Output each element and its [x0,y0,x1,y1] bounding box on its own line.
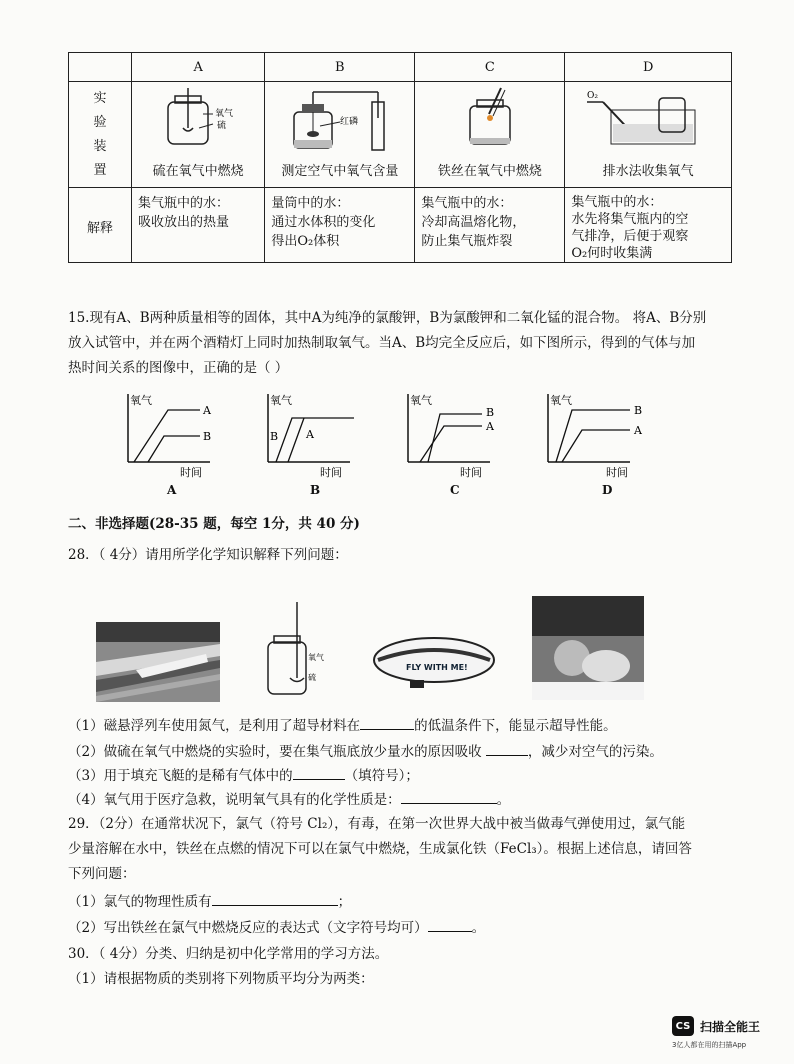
svg-text:FLY WITH ME!: FLY WITH ME! [406,663,468,672]
svg-text:时间: 时间 [460,466,482,479]
graph-label-c: C [450,483,460,497]
svg-text:硫: 硫 [308,673,316,682]
svg-text:A: A [203,404,211,417]
svg-text:A: A [306,428,314,441]
q28-item-1: （1）磁悬浮列车使用氮气，是利用了超导材料在 的低温条件下，能显示超导性能。 [68,714,734,739]
graph-d-line-a [562,430,630,462]
svg-text:B: B [270,430,279,443]
q29-item-2: （2）写出铁丝在氯气中燃烧反应的表达式（文字符号均可） 。 [68,916,734,941]
q28-blank-1[interactable] [360,715,414,730]
svg-text:氧气: 氧气 [270,394,292,407]
sulfur-burning-apparatus [143,88,253,148]
blimp-image [370,630,500,692]
svg-text:O₂: O₂ [587,91,599,101]
apparatus-b [265,82,415,188]
q28-item-4: （4）氧气用于医疗急救，说明氧气具有的化学性质是： 。 [68,788,734,813]
q28-blank-4[interactable] [401,789,497,804]
q29-blank-2[interactable] [428,917,472,932]
q29-text: 29．（2分）在通常状况下，氯气（符号 Cl₂），有毒，在第一次世界大战中被当做毒气弹使用过，氯气能 少量溶解在水中，铁丝在点燃的情况下可以在氯气中燃烧，生成氯化铁（FeCl₃）。根据上述信息，请回答 下列问题： [68,816,692,882]
experiment-table [68,52,732,263]
graph-label-d: D [602,483,613,497]
svg-text:时间: 时间 [180,466,202,479]
caption-c: 铁丝在氧气中燃烧 [437,164,542,179]
svg-text:A: A [486,420,494,433]
svg-text:氧气: 氧气 [550,394,572,407]
apparatus-a [132,82,265,188]
q29-blank-1[interactable] [212,891,338,906]
oxygen-content-apparatus [280,88,400,152]
graph-b [268,393,354,479]
apparatus-c [415,82,565,188]
svg-text:红磷: 红磷 [339,117,358,127]
explanation-a: 集气瓶中的水： 吸收放出的热量 [132,188,265,263]
q15-text: 15.现有A、B两种质量相等的固体，其中A为纯净的氯酸钾，B为氯酸钾和二氧化锰的混合物。 将A、B分别 放入试管中，并在两个酒精灯上同时加热制取氧气。当A、B均完全反应后，如下图所示，得到的气体与加 热时间关系的图像中，正确的是（ ） [68,310,707,376]
svg-text:B: B [634,404,643,417]
explanation-b: 量筒中的水： 通过水体积的变化 得出O₂体积 [265,188,415,263]
q29-item-1: （1）氯气的物理性质有 ； [68,890,734,915]
caption-b: 测定空气中氧气含量 [281,164,399,179]
graph-a [128,393,212,479]
scanner-logo [672,1016,760,1036]
header-c: C [415,53,565,82]
graph-c [408,393,495,479]
graph-d [548,393,643,479]
scanner-logo-icon: CS [672,1016,694,1036]
section-2-heading: 二、非选择题(28-35 题，每空 1分，共 40 分) [68,516,360,532]
explanation-d: 集气瓶中的水： 水先将集气瓶内的空 气排净，后便于观察 O₂何时收集满 [565,188,732,263]
graph-b-line-b [276,418,354,462]
explanation-c: 集气瓶中的水： 冷却高温熔化物， 防止集气瓶炸裂 [415,188,565,263]
svg-text:氧气: 氧气 [215,109,234,119]
svg-text:硫: 硫 [217,121,227,131]
iron-burning-apparatus [445,88,535,148]
q28-blank-3[interactable] [293,765,345,780]
q30-text: 30．（ 4分）分类、归纳是初中化学常用的学习方法。 （1）请根据物质的类别将下列物质平均分为两类： [68,946,389,987]
svg-text:氧气: 氧气 [130,394,152,407]
header-d: D [565,53,732,82]
header-b: B [265,53,415,82]
svg-text:B: B [203,430,212,443]
caption-d: 排水法收集氧气 [602,164,694,179]
svg-text:B: B [486,406,495,419]
svg-text:时间: 时间 [320,466,342,479]
graph-label-b: B [310,483,321,497]
water-displacement-apparatus [583,88,713,148]
medical-oxygen-image [532,596,644,700]
scanner-logo-subtitle: 3亿人都在用的扫描App [672,1041,747,1049]
q28-item-3: （3）用于填充飞艇的是稀有气体中的 （填符号）； [68,764,734,789]
sulfur-jar-image [262,600,322,700]
svg-text:A: A [634,424,642,437]
header-a: A [132,53,265,82]
svg-text:氧气: 氧气 [308,653,324,662]
table-corner [69,53,132,82]
scanner-logo-name: 扫描全能王 [700,1019,761,1034]
svg-text:氧气: 氧气 [410,394,432,407]
svg-text:时间: 时间 [606,466,628,479]
maglev-train-image [96,622,220,702]
q28-title: 28．（ 4分）请用所学化学知识解释下列问题： [68,547,348,563]
apparatus-d [565,82,732,188]
row-label-apparatus: 实验装置 [69,82,132,188]
graph-label-a: A [167,483,177,497]
row-label-explanation: 解释 [69,188,132,263]
q28-blank-2[interactable] [486,741,528,756]
caption-a: 硫在氧气中燃烧 [152,164,244,179]
graph-a-line-b [148,436,200,462]
q15-graphs [110,388,720,488]
q28-item-2: （2）做硫在氧气中燃烧的实验时，要在集气瓶底放少量水的原因吸收 ，减少对空气的污染。 [68,740,734,765]
graph-b-line-a [288,418,304,462]
